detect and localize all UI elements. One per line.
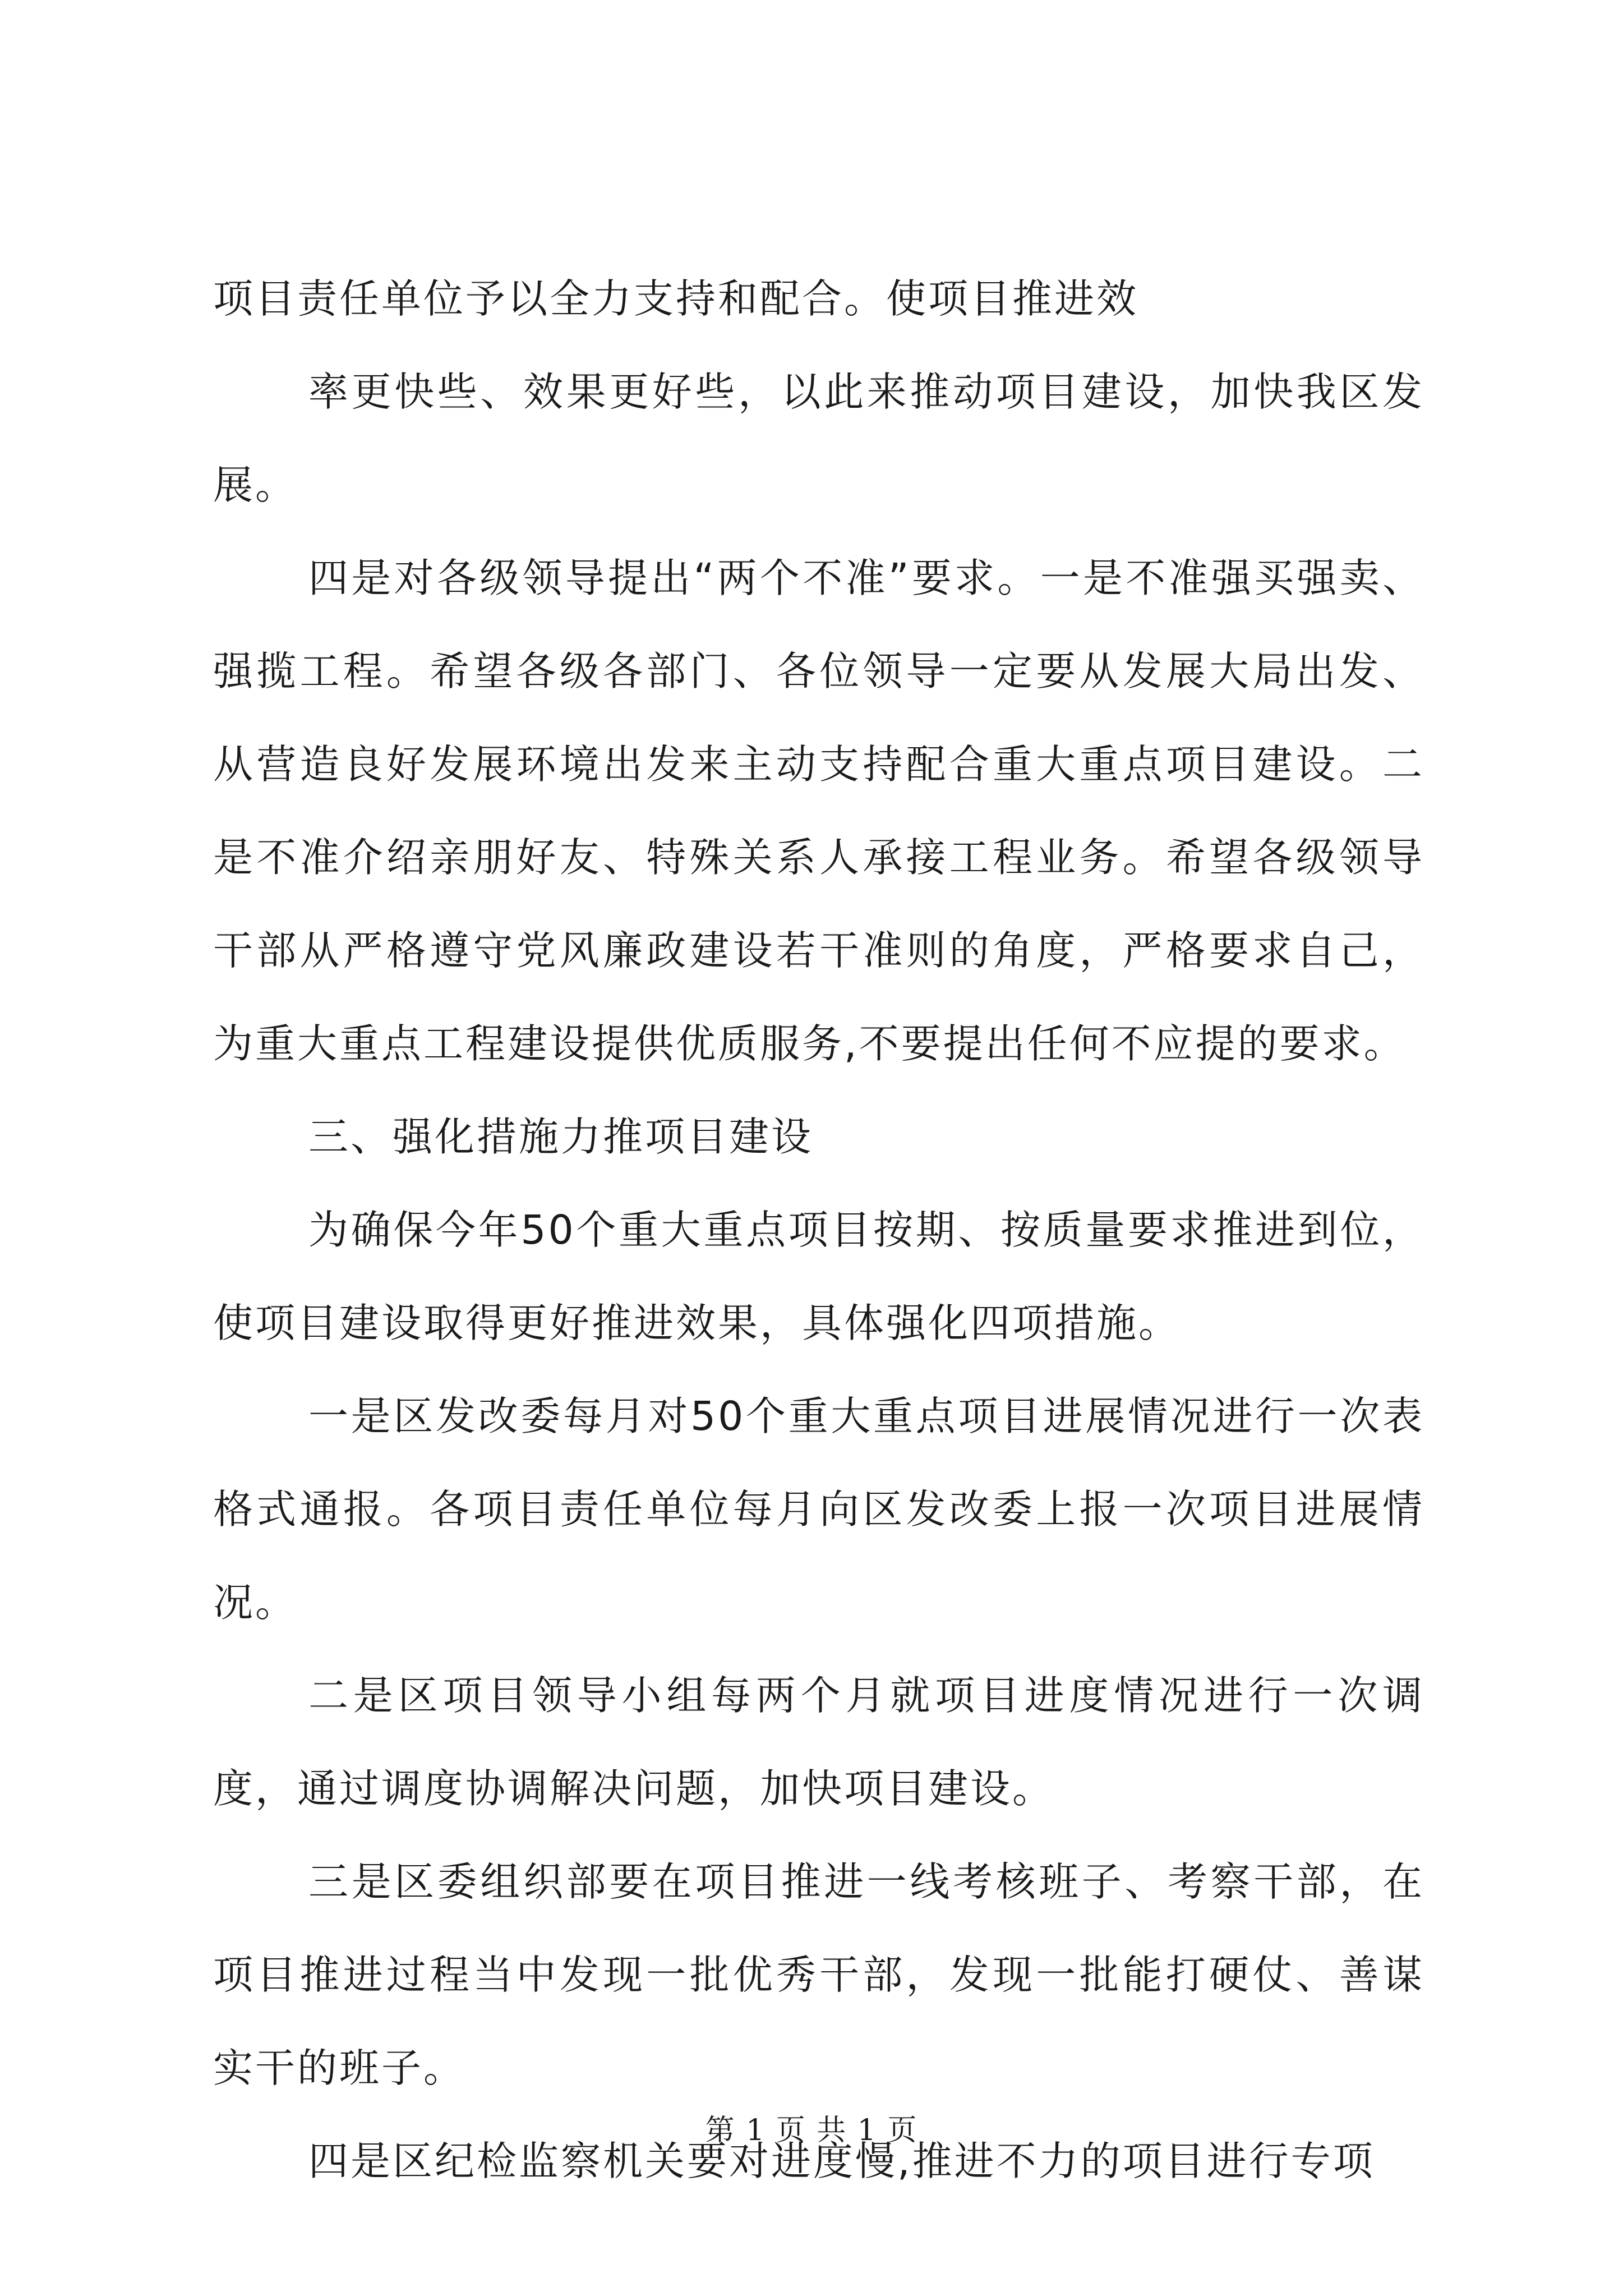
paragraph-8: 四是区纪检监察机关要对进度慢,推进不力的项目进行专项 xyxy=(308,2138,1375,2184)
paragraph-5: 一是区发改委每月对50个重大重点项目进展情况进行一次表格式通报。各项目责任单位每月向区发改委上报一次项目进展情况。 xyxy=(213,1393,1424,1626)
paragraph-7: 三是区委组织部要在项目推进一线考核班子、考察干部，在项目推进过程当中发现一批优秀干部，发现一批能打硬仗、善谋实干的班子。 xyxy=(213,1858,1424,2091)
paragraph-1: 项目责任单位予以全力支持和配合。使项目推进效 xyxy=(213,275,1139,322)
paragraph-3: 四是对各级领导提出“两个不准”要求。一是不准强买强卖、强揽工程。希望各级各部门、各位领导一定要从发展大局出发、从营造良好发展环境出发来主动支持配合重大重点项目建设。二是不准介绍亲朋好友、特殊关系人承接工程业务。希望各级领导干部从严格遵守党风廉政建设若干准则的角度，严格要求自己，为重大重点工程建设提供优质服务,不要提出任何不应提的要求。 xyxy=(213,555,1424,1067)
document-body xyxy=(213,252,1424,2208)
section-heading: 三、强化措施力推项目建设 xyxy=(308,1114,814,1160)
paragraph-6: 二是区项目领导小组每两个月就项目进度情况进行一次调度，通过调度协调解决问题，加快项目建设。 xyxy=(213,1672,1424,1812)
page-footer: 第 1 页 共 1 页 xyxy=(705,2114,918,2147)
paragraph-2: 率更快些、效果更好些，以此来推动项目建设，加快我区发展。 xyxy=(213,369,1424,508)
paragraph-4: 为确保今年50个重大重点项目按期、按质量要求推进到位，使项目建设取得更好推进效果，具体强化四项措施。 xyxy=(213,1207,1424,1346)
